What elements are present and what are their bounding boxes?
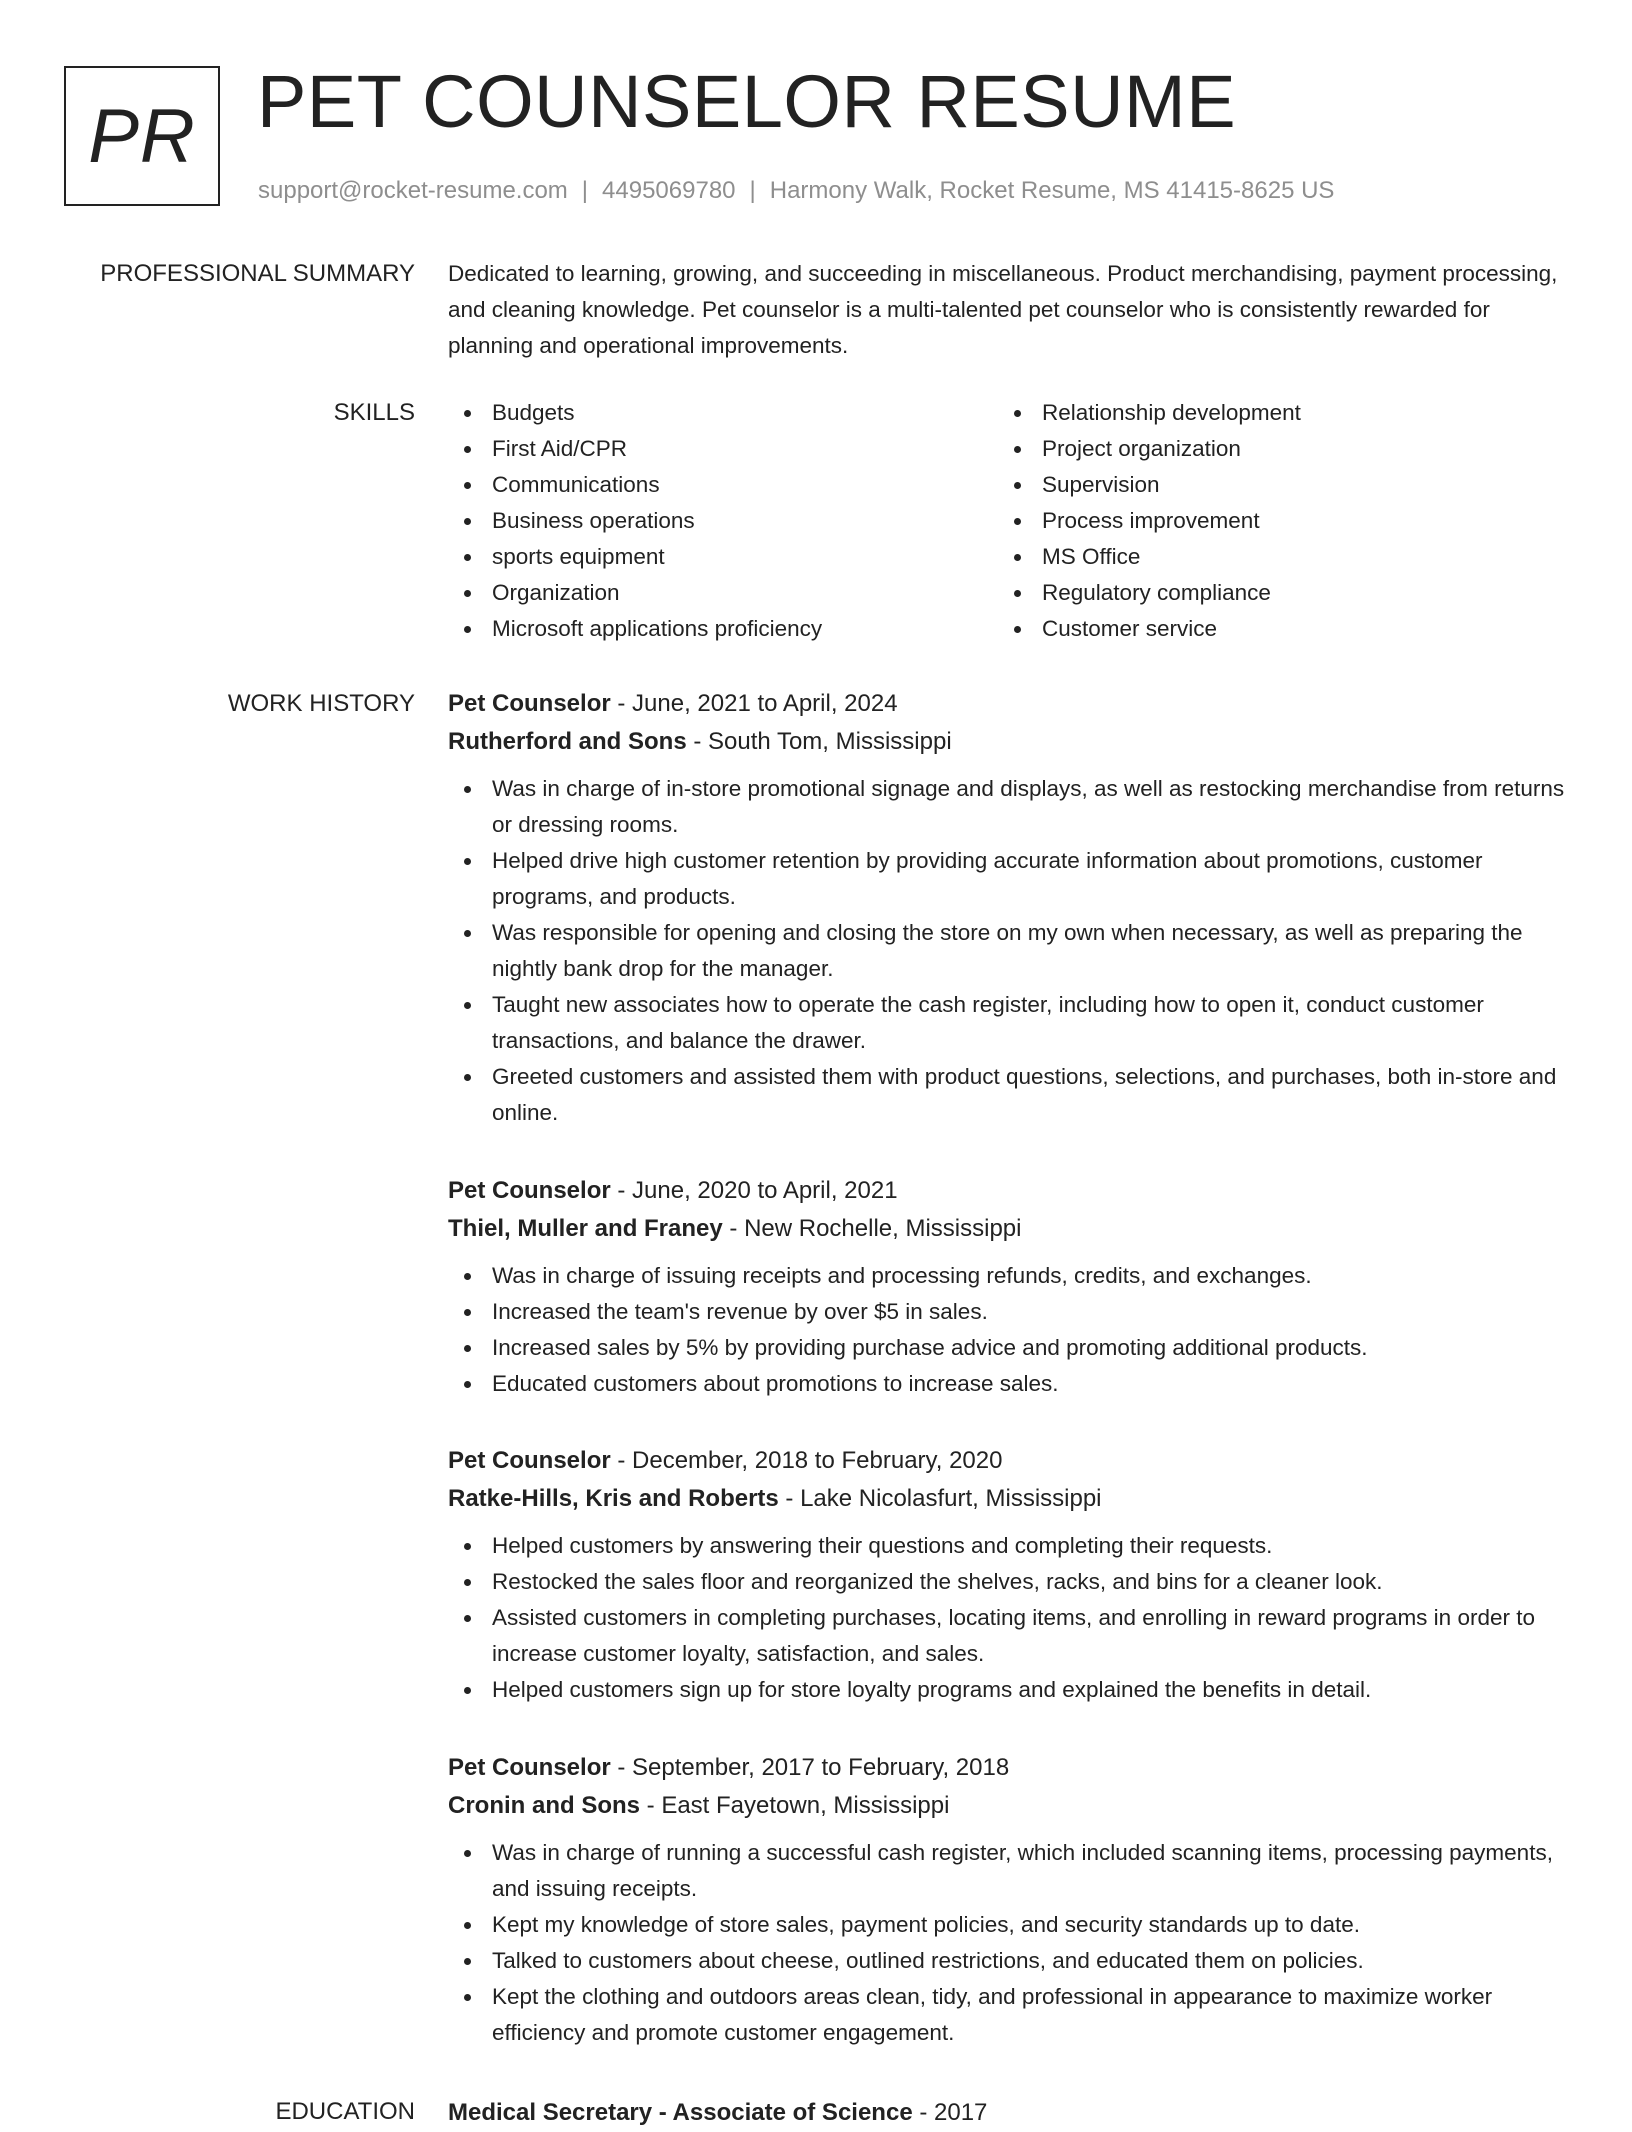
- skill-item: Budgets: [448, 395, 998, 431]
- job-bullet: Increased sales by 5% by providing purchase advice and promoting additional products.: [448, 1330, 1568, 1366]
- skill-item: Project organization: [998, 431, 1548, 467]
- job-bullet: Kept my knowledge of store sales, payment policies, and security standards up to date.: [448, 1907, 1568, 1943]
- job-dates: - December, 2018 to February, 2020: [610, 1447, 1003, 1474]
- skill-item: Regulatory compliance: [998, 575, 1548, 611]
- job-location: - Lake Nicolasfurt, Mississippi: [778, 1485, 1102, 1512]
- job-company-line: [448, 1480, 1568, 1518]
- job-bullet-list: [448, 771, 1568, 1131]
- skills-heading: SKILLS: [333, 399, 415, 426]
- job-company: Ratke-Hills, Kris and Roberts: [448, 1485, 779, 1512]
- contact-email: support@rocket-resume.com: [258, 177, 568, 204]
- monogram-box: [64, 66, 220, 206]
- job-role: Pet Counselor: [448, 1177, 611, 1204]
- skills-columns: [448, 395, 1568, 647]
- job-bullet: Restocked the sales floor and reorganized the shelves, racks, and bins for a cleaner look.: [448, 1564, 1568, 1600]
- job-role: Pet Counselor: [448, 690, 611, 717]
- job-bullet: Assisted customers in completing purchases, locating items, and enrolling in reward programs in order to increase customer loyalty, satisfaction, and sales.: [448, 1600, 1568, 1672]
- job-bullet-list: [448, 1835, 1568, 2051]
- job-company: Thiel, Muller and Franey: [448, 1215, 723, 1242]
- work-history-heading: WORK HISTORY: [227, 690, 415, 717]
- contact-separator: |: [749, 177, 756, 204]
- job-title-line: [448, 1172, 1568, 1210]
- job-title-line: [448, 1749, 1568, 1787]
- skill-item: Communications: [448, 467, 998, 503]
- skill-item: Supervision: [998, 467, 1548, 503]
- skill-item: Business operations: [448, 503, 998, 539]
- job-company: Cronin and Sons: [448, 1792, 640, 1819]
- skills-list-right: [998, 395, 1548, 647]
- skill-item: First Aid/CPR: [448, 431, 998, 467]
- skill-item: Organization: [448, 575, 998, 611]
- skill-item: MS Office: [998, 539, 1548, 575]
- skill-item: Process improvement: [998, 503, 1548, 539]
- contact-phone: 4495069780: [602, 177, 736, 204]
- job-entry: [448, 1442, 1568, 1708]
- job-bullet-list: [448, 1258, 1568, 1402]
- job-bullet: Was in charge of in-store promotional signage and displays, as well as restocking merchandise from returns or dressing rooms.: [448, 771, 1568, 843]
- job-location: - East Fayetown, Mississippi: [640, 1792, 950, 1819]
- contact-line: [258, 174, 1334, 208]
- job-bullet: Educated customers about promotions to increase sales.: [448, 1366, 1568, 1402]
- job-bullet: Increased the team's revenue by over $5 in sales.: [448, 1294, 1568, 1330]
- job-title-line: [448, 685, 1568, 723]
- job-company-line: [448, 723, 1568, 761]
- summary-body: [448, 256, 1568, 364]
- page-title: PET COUNSELOR RESUME: [257, 60, 1237, 143]
- job-role: Pet Counselor: [448, 1447, 611, 1474]
- skill-item: sports equipment: [448, 539, 998, 575]
- job-bullet: Kept the clothing and outdoors areas clean, tidy, and professional in appearance to maximize worker efficiency and promote customer engagement.: [448, 1979, 1568, 2051]
- skills-body: [448, 395, 1568, 647]
- education-degree: Medical Secretary - Associate of Science: [448, 2099, 913, 2126]
- contact-separator: |: [581, 177, 589, 204]
- job-entry: [448, 685, 1568, 1131]
- job-bullet: Greeted customers and assisted them with product questions, selections, and purchases, both in-store and online.: [448, 1059, 1568, 1131]
- job-company-line: [448, 1210, 1568, 1248]
- job-entry: [448, 1749, 1568, 2051]
- job-bullet: Helped customers by answering their questions and completing their requests.: [448, 1528, 1568, 1564]
- job-bullet: Was in charge of running a successful cash register, which included scanning items, processing payments, and issuing receipts.: [448, 1835, 1568, 1907]
- summary-text: Dedicated to learning, growing, and succeeding in miscellaneous. Product merchandising, payment processing, and cleaning knowledge. Pet counselor is a multi-talented pet counselor who is consistently rewarded for planning and operational improvements.: [448, 261, 1558, 358]
- skill-item: Microsoft applications proficiency: [448, 611, 998, 647]
- education-heading: EDUCATION: [275, 2098, 415, 2125]
- job-entry: [448, 1172, 1568, 1402]
- contact-address: Harmony Walk, Rocket Resume, MS 41415-8625 US: [769, 177, 1335, 204]
- job-role: Pet Counselor: [448, 1754, 611, 1781]
- job-bullet: Was in charge of issuing receipts and processing refunds, credits, and exchanges.: [448, 1258, 1568, 1294]
- job-bullet: Taught new associates how to operate the cash register, including how to open it, conduct customer transactions, and balance the drawer.: [448, 987, 1568, 1059]
- job-bullet: Helped customers sign up for store loyalty programs and explained the benefits in detail.: [448, 1672, 1568, 1708]
- monogram-initials: PR: [88, 93, 196, 179]
- job-title-line: [448, 1442, 1568, 1480]
- job-bullet: Was responsible for opening and closing the store on my own when necessary, as well as preparing the nightly bank drop for the manager.: [448, 915, 1568, 987]
- job-bullet: Helped drive high customer retention by providing accurate information about promotions, customer programs, and products.: [448, 843, 1568, 915]
- job-bullet-list: [448, 1528, 1568, 1708]
- education-line: [448, 2094, 1568, 2132]
- skill-item: Customer service: [998, 611, 1548, 647]
- education-year: - 2017: [912, 2099, 988, 2126]
- job-dates: - June, 2021 to April, 2024: [610, 690, 898, 717]
- summary-heading: PROFESSIONAL SUMMARY: [100, 260, 415, 287]
- job-location: - South Tom, Mississippi: [686, 728, 952, 755]
- job-company: Rutherford and Sons: [448, 728, 687, 755]
- job-bullet: Talked to customers about cheese, outlined restrictions, and educated them on policies.: [448, 1943, 1568, 1979]
- education-body: [448, 2094, 1568, 2132]
- skill-item: Relationship development: [998, 395, 1548, 431]
- skills-list-left: [448, 395, 998, 647]
- job-company-line: [448, 1787, 1568, 1825]
- job-dates: - September, 2017 to February, 2018: [610, 1754, 1010, 1781]
- job-location: - New Rochelle, Mississippi: [722, 1215, 1022, 1242]
- job-dates: - June, 2020 to April, 2021: [610, 1177, 898, 1204]
